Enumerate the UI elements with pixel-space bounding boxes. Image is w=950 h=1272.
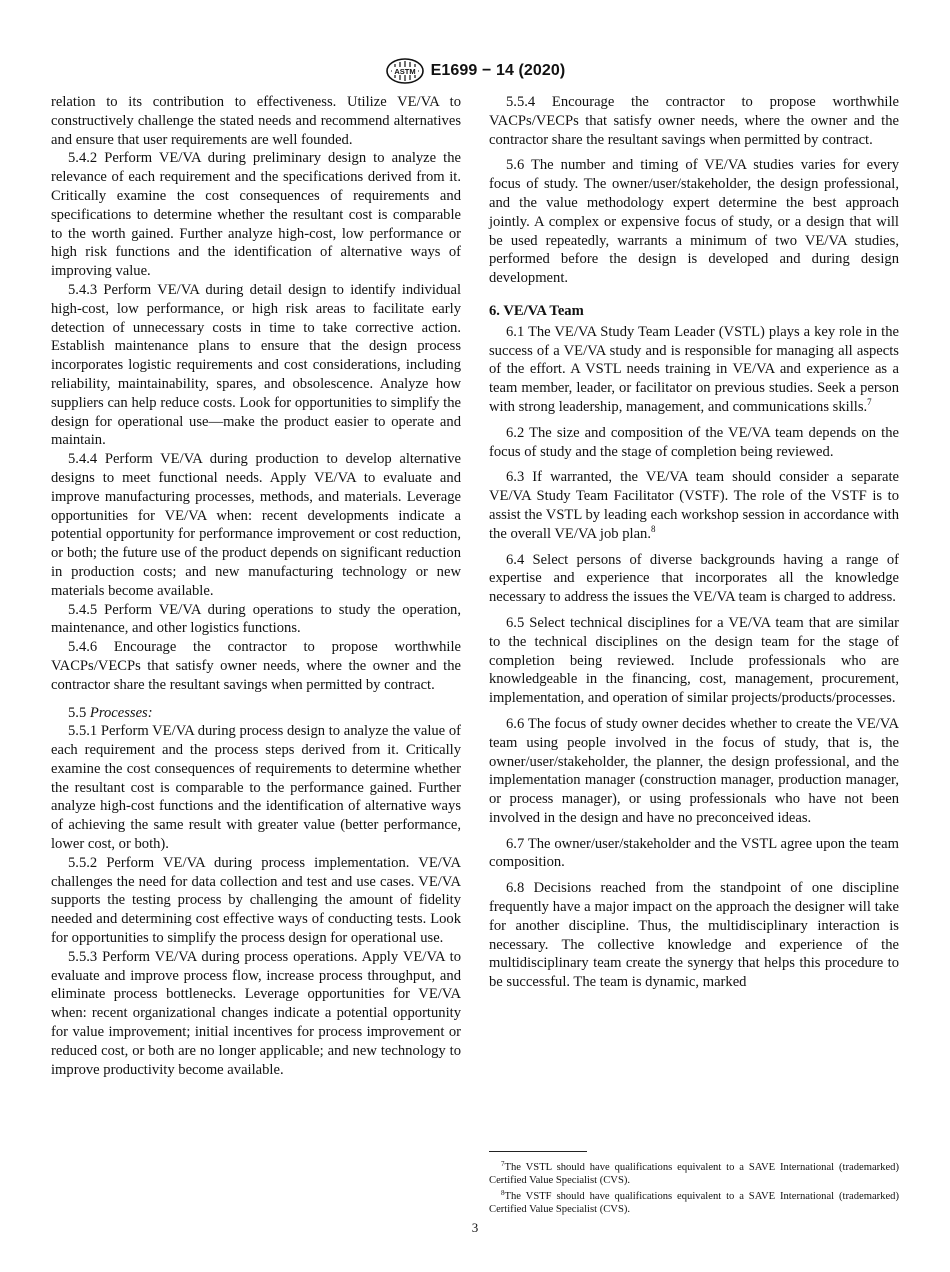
- standard-designation: E1699 − 14 (2020): [430, 62, 566, 79]
- right-column: [489, 93, 899, 992]
- svg-text:ASTM: ASTM: [394, 67, 416, 76]
- paragraph-5-4-2: 5.4.2 Perform VE/VA during preliminary design to analyze the relevance of each requirement and the specifications derived from it. Critically examine the cost consequences of requirements and specifications to determine whether the resultant cost is comparable to the worth gained. Further analyze high-cost, low performance or high risk functions and the identification of alternative ways of improving value.: [51, 150, 461, 280]
- footnote-7: $^7$The VSTL should have qualifications equivalent to a SAVE International (trademarked) Certified Value Specialist (CVS).: [489, 1160, 899, 1187]
- paragraph-6-8: 6.8 Decisions reached from the standpoint of one discipline frequently have a major impact on the approach the designer will take for another discipline. Thus, the multidisciplinary interaction is necessary. The collective knowledge and experience of the multidisciplinary team create the synergy that helps this procedure to be successful. The team is dynamic, marked: [489, 880, 899, 991]
- paragraph-continued: relation to its contribution to effectiveness. Utilize VE/VA to constructively challenge the stated needs and recommend alternatives and ensure that user requirements are well founded.: [51, 94, 461, 148]
- footnotes: [489, 1161, 899, 1219]
- footnote-8: $^8$The VSTF should have qualifications equivalent to a SAVE International (trademarked) Certified Value Specialist (CVS).: [489, 1188, 899, 1216]
- paragraph-6-7: 6.7 The owner/user/stakeholder and the VSTL agree upon the team composition.: [489, 835, 899, 871]
- paragraph-5-6: 5.6 The number and timing of VE/VA studies varies for every focus of study. The owner/user/stakeholder, the design professional, and the value methodology expert determine the best approach jointly. A complex or expensive focus of study, or a design that will be used repeatedly, warrants a minimum of two VE/VA studies, performed before the design is developed and during design development.: [489, 157, 899, 287]
- paragraph-5-5-3: 5.5.3 Perform VE/VA during process operations. Apply VE/VA to evaluate and improve process flow, increase process throughput, and eliminate process bottlenecks. Leverage opportunities for VE/VA when: recent organizational changes indicate a potential opportunity for value improvement; initial incentives for process improvement or reduced cost, or both are no longer applicable; and new technology to improve productivity become available.: [51, 948, 461, 1078]
- footnote-ref-7[interactable]: 7: [867, 396, 872, 407]
- paragraph-5-4-5: 5.4.5 Perform VE/VA during operations to study the operation, maintenance, and other logistics functions.: [51, 601, 461, 637]
- left-column: [51, 93, 461, 1079]
- page-number: 3: [471, 1220, 479, 1235]
- paragraph-5-4-6: 5.4.6 Encourage the contractor to propose worthwhile VACPs/VECPs that satisfy owner needs, where the owner and the contractor share the resultant savings when permitted by contract.: [51, 639, 461, 693]
- heading-5-5: [51, 704, 461, 723]
- paragraph-6-5: 6.5 Select technical disciplines for a VE/VA team that are similar to the technical disciplines on the design team for the stage of completion being reviewed. Include professionals who are knowledgeable in the financing, cost, management, procurement, implementation, and operation of similar projects/products/processes.: [489, 614, 899, 707]
- footnote-divider: [489, 1151, 587, 1152]
- paragraph-5-5-4: 5.5.4 Encourage the contractor to propose worthwhile VACPs/VECPs that satisfy owner needs, where the owner and the contractor share the resultant savings when permitted by contract.: [489, 94, 899, 148]
- paragraph-6-6: 6.6 The focus of study owner decides whether to create the VE/VA team using people involved in the focus of study, that is, the owner/user/stakeholder, the planner, the design professional, and the implementation manager (construction manager, production manager, or process manager), or using professionals who have not been involved in the design and have no preconceived ideas.: [489, 715, 899, 826]
- paragraph-5-4-4: 5.4.4 Perform VE/VA during production to develop alternative designs to meet functional needs. Apply VE/VA to evaluate and improve manufacturing processes, methods, and materials. Leverage opportunities for VE/VA when: recent developments indicate a potential opportunity for performance improvement or cost reduction, or both; the future use of the product depends on significant reduction in production costs; and new manufacturing technology or new materials become available.: [51, 451, 461, 599]
- page-header: [0, 58, 950, 84]
- heading-5-5-title: Processes:: [89, 704, 153, 721]
- paragraph-5-5-2: 5.5.2 Perform VE/VA during process implementation. VE/VA challenges the need for data collection and test and use cases. VE/VA supports the testing process by challenging the amount of fidelity needed and determining cost effective ways of conducting tests. Look for opportunities to simplify the process design for operational use.: [51, 854, 461, 947]
- section-heading: 6. VE/VA Team: [489, 302, 584, 319]
- paragraph-5-4-3: 5.4.3 Perform VE/VA during detail design to identify individual high-cost, low performance, or high risk areas to facilitate early detection of unnecessary costs in time to take corrective action. Establish maintenance plans to ensure that the design process incorporates logistic requirements and cost considerations, including reliability, maintainability, spares, and obsolescence. Analyze how suppliers can help reduce costs. Look for opportunities to simplify the design for operational use—make the product easier to operate and maintain.: [51, 281, 461, 449]
- astm-logo-icon: [385, 58, 425, 84]
- heading-5-5-number: 5.5: [68, 704, 87, 721]
- paragraph-5-5-1: 5.5.1 Perform VE/VA during process design to analyze the value of each requirement and the process steps derived from it. Critically examine the cost consequences of requirements to determine whether the resultant cost is comparable to the performance gained. Further analyze high-cost functions and the identification of alternative ways of achieving the same result with greater value (better performance, lower cost, or both).: [51, 723, 461, 853]
- paragraph-6-2: 6.2 The size and composition of the VE/VA team depends on the focus of study and the stage of completion being reviewed.: [489, 424, 899, 460]
- paragraph-6-1: 6.1 The VE/VA Study Team Leader (VSTL) plays a key role in the success of a VE/VA study and is responsible for managing all aspects of the effort. A VSTL needs training in VE/VA and experience as a team member, leader, or facilitator on previous studies. Seek a person with strong leadership, management, and communications skills.$^7$: [489, 323, 899, 415]
- footnote-ref-8[interactable]: 8: [651, 523, 656, 534]
- paragraph-6-4: 6.4 Select persons of diverse backgrounds having a range of expertise and experience that incorporates all the knowledge necessary to address the issues the VE/VA team is charged to address.: [489, 551, 899, 606]
- paragraph-6-3: 6.3 If warranted, the VE/VA team should consider a separate VE/VA Study Team Facilitator (VSTF). The role of the VSTF is to assist the VSTL by leading each workshop session in accordance with the overall VE/VA job plan.$^8$: [489, 469, 899, 542]
